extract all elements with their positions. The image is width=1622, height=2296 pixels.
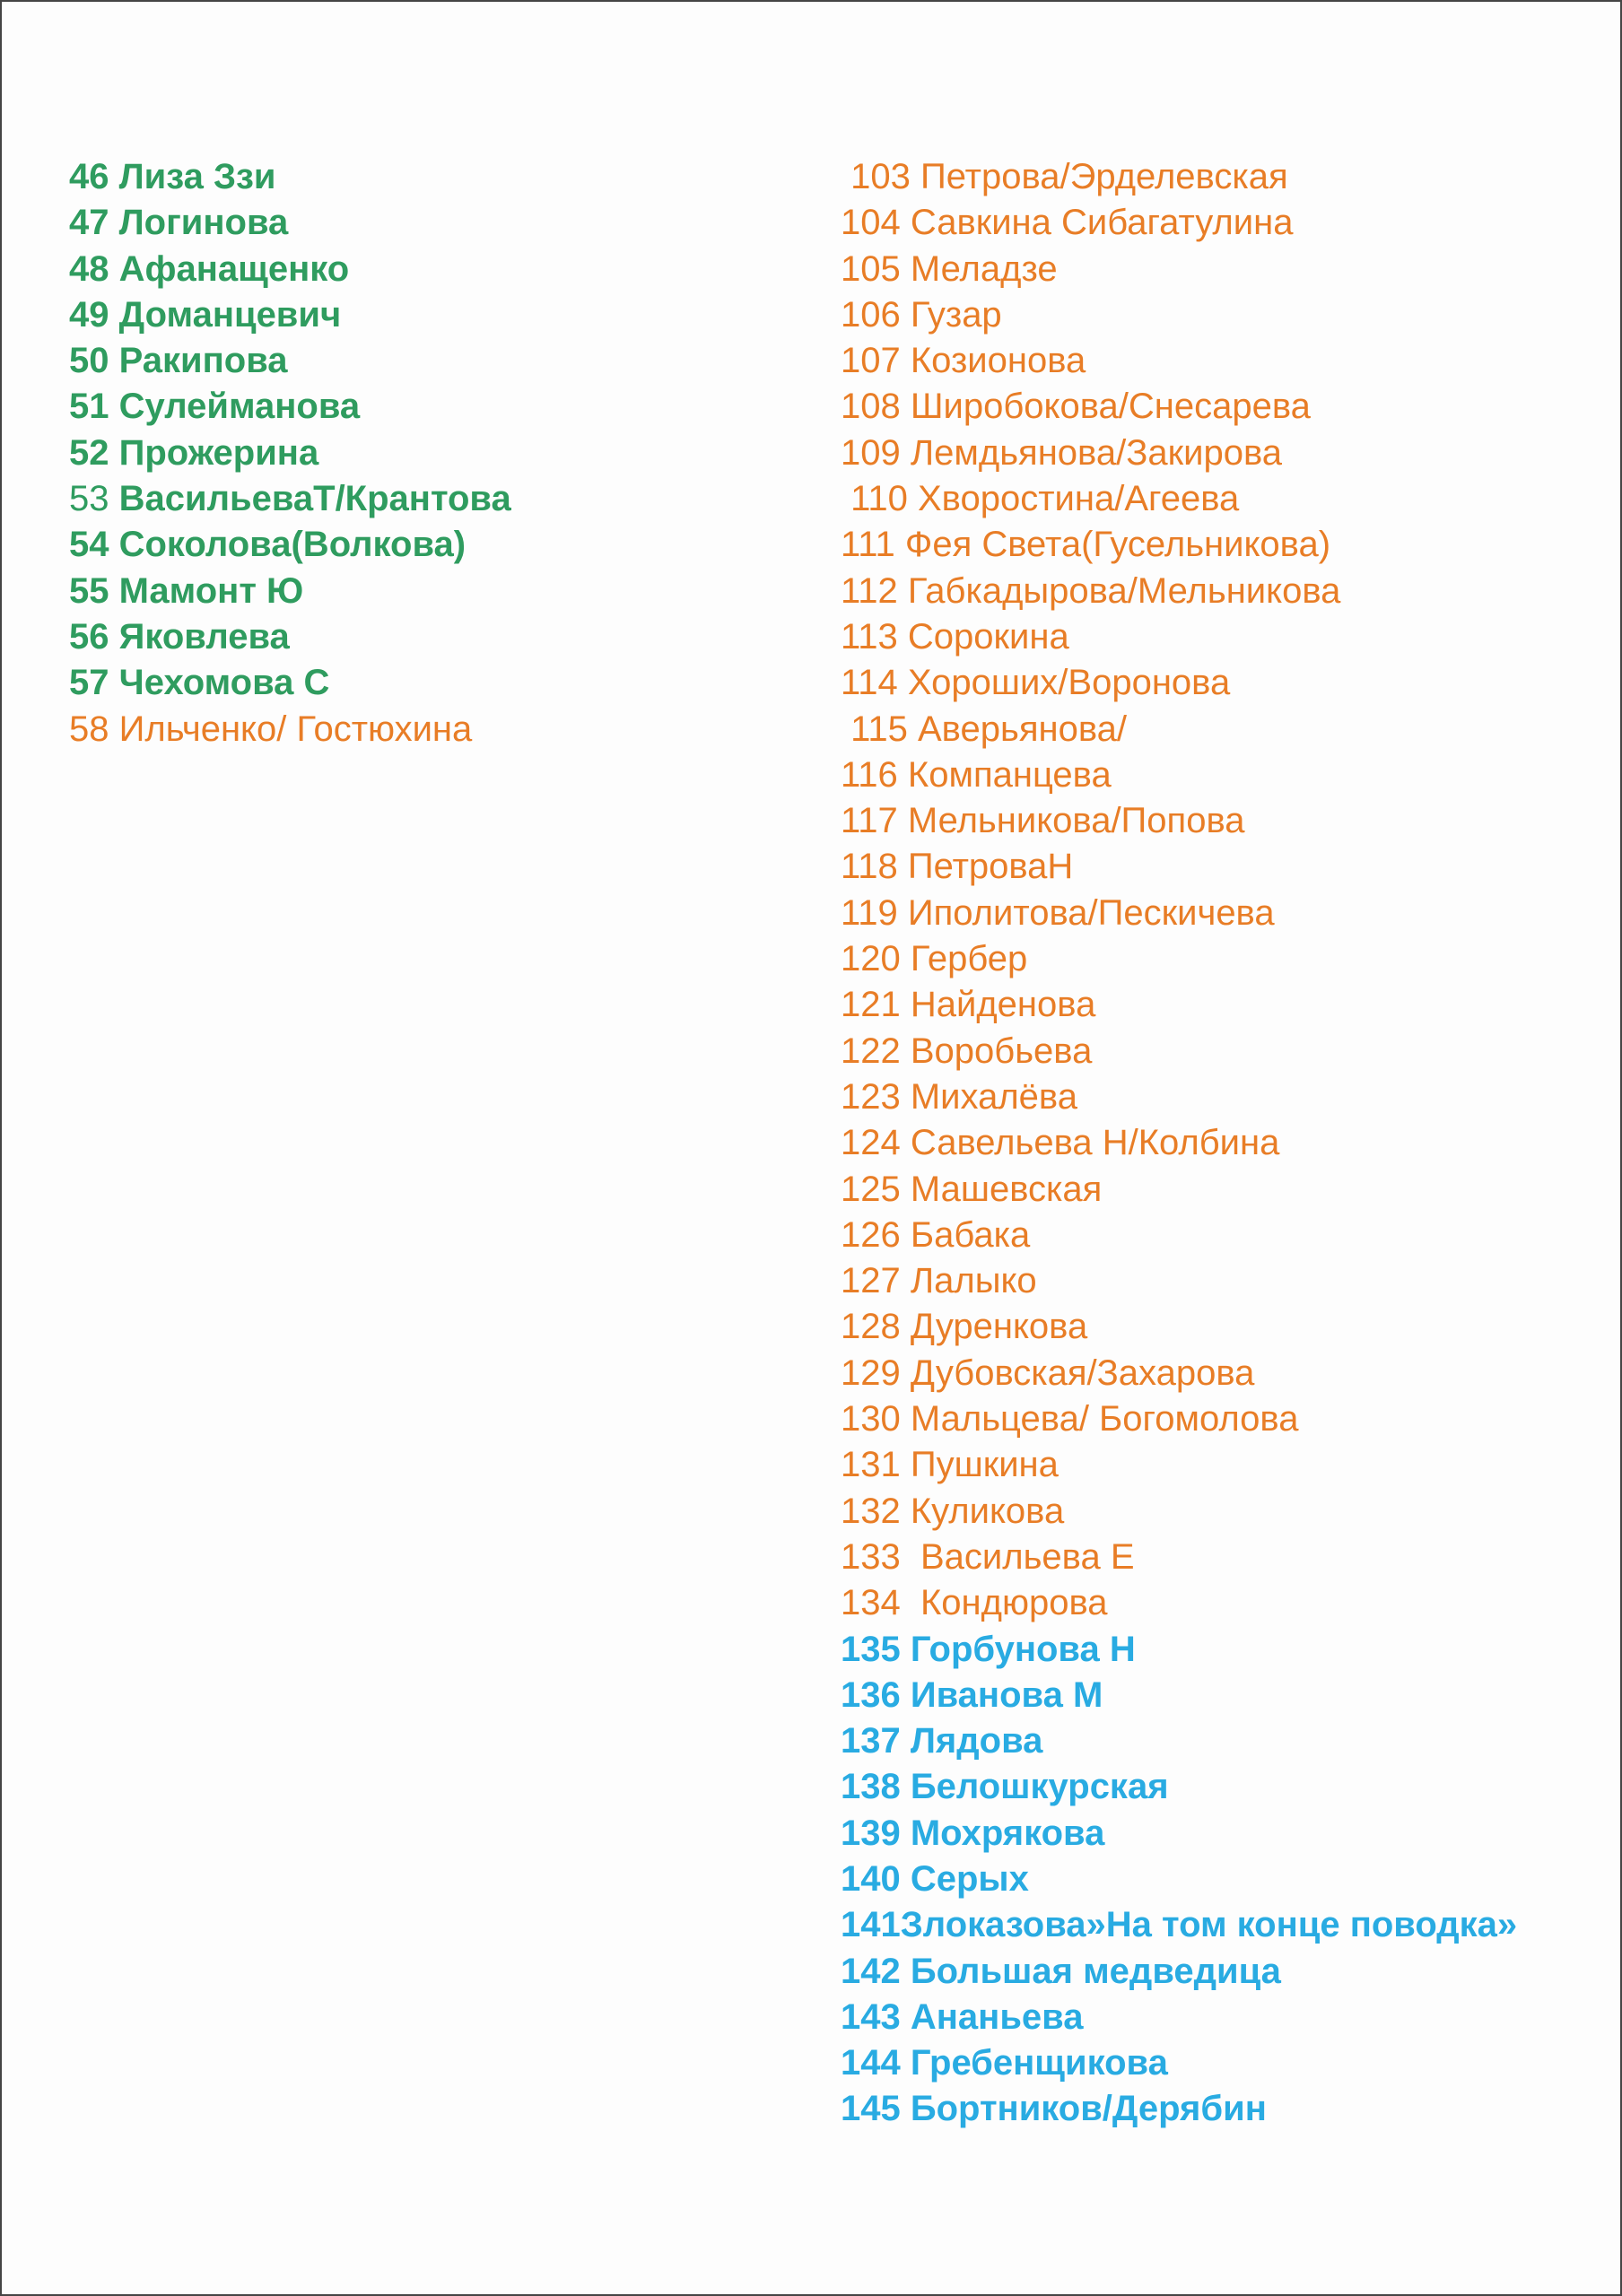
item-name: Лемдьянова/Закирова — [900, 432, 1282, 473]
list-item — [841, 200, 1517, 246]
item-number: 143 — [841, 1996, 901, 2037]
item-number: 55 — [69, 570, 109, 611]
item-name: Иполитова/Пескичева — [897, 892, 1275, 933]
item-number: 110 — [841, 479, 908, 519]
item-name: Савельева Н/Колбина — [900, 1123, 1280, 1163]
item-number: 114 — [841, 663, 898, 703]
item-name: Бабака — [900, 1214, 1031, 1255]
list-item — [841, 752, 1517, 798]
list-item — [69, 384, 511, 430]
item-name: Гребенщикова — [900, 2043, 1168, 2083]
item-name: Дубовская/Захарова — [900, 1352, 1255, 1393]
item-name: Габкадырова/Мельникова — [897, 570, 1341, 611]
item-name: Куликова — [900, 1491, 1065, 1531]
item-name: Серых — [900, 1858, 1029, 1899]
item-number: 118 — [841, 847, 898, 887]
item-number: 135 — [841, 1629, 901, 1669]
item-number: 108 — [841, 387, 901, 427]
list-item — [69, 200, 511, 246]
list-item — [841, 1764, 1517, 1810]
item-number: 105 — [841, 248, 901, 289]
item-number: 52 — [69, 432, 109, 473]
list-item — [841, 2040, 1517, 2086]
item-number: 113 — [841, 616, 898, 657]
list-item — [69, 247, 511, 292]
item-name: Лалыко — [900, 1261, 1037, 1301]
item-number: 138 — [841, 1767, 901, 1807]
item-number: 133 — [841, 1536, 901, 1577]
item-name: Сулейманова — [109, 387, 361, 427]
item-number: 139 — [841, 1813, 901, 1853]
list-item — [841, 1811, 1517, 1857]
item-number: 140 — [841, 1858, 901, 1899]
item-number: 57 — [69, 663, 109, 703]
item-number: 48 — [69, 248, 109, 289]
list-item — [841, 1213, 1517, 1258]
item-number: 103 — [841, 157, 911, 196]
item-name: Дуренкова — [900, 1307, 1088, 1347]
list-item — [841, 154, 1517, 200]
list-item — [841, 1074, 1517, 1120]
item-number: 109 — [841, 432, 901, 473]
item-number: 127 — [841, 1261, 901, 1301]
list-item — [69, 614, 511, 660]
item-name: Гербер — [900, 939, 1028, 979]
list-item — [841, 1258, 1517, 1304]
list-item — [841, 1995, 1517, 2040]
item-name: Компанцева — [897, 754, 1112, 795]
item-name: Логинова — [109, 203, 289, 243]
item-name: Васильева Е — [900, 1536, 1135, 1577]
item-number: 107 — [841, 341, 901, 381]
item-number: 115 — [841, 709, 908, 749]
list-item — [841, 844, 1517, 890]
list-item — [841, 982, 1517, 1028]
list-item — [841, 1857, 1517, 1902]
item-number: 116 — [841, 754, 898, 795]
item-name: Большая медведица — [900, 1951, 1281, 1991]
item-name: Хворостина/Агеева — [907, 479, 1240, 519]
item-name: Найденова — [900, 985, 1096, 1025]
item-number: 137 — [841, 1721, 901, 1761]
list-item — [841, 798, 1517, 844]
item-number: 49 — [69, 294, 109, 335]
item-name: Злоказова»На том конце поводка» — [900, 1905, 1518, 1945]
item-number: 117 — [841, 801, 898, 841]
item-name: Петрова/Эрделевская — [910, 157, 1288, 196]
list-item — [841, 2086, 1517, 2132]
item-number: 123 — [841, 1076, 901, 1117]
item-number: 111 — [841, 525, 895, 565]
item-name: Меладзе — [900, 248, 1058, 289]
item-number: 121 — [841, 985, 901, 1025]
item-name: Афанащенко — [109, 248, 350, 289]
list-item — [841, 476, 1517, 522]
item-name: Михалёва — [900, 1076, 1077, 1117]
list-item — [841, 1442, 1517, 1488]
item-name: Хороших/Воронова — [897, 663, 1231, 703]
item-name: Лядова — [900, 1721, 1043, 1761]
list-item — [841, 522, 1517, 568]
item-number: 51 — [69, 387, 109, 427]
item-number: 106 — [841, 294, 901, 335]
list-item — [69, 154, 511, 200]
item-name: Ананьева — [900, 1996, 1084, 2037]
item-name: Савкина Сибагатулина — [900, 203, 1294, 243]
item-name: Прожерина — [109, 432, 319, 473]
item-name: Широбокова/Снесарева — [900, 387, 1311, 427]
item-name: Яковлева — [109, 616, 290, 657]
list-item — [841, 430, 1517, 476]
item-name: Ильченко/ Гостюхина — [109, 709, 473, 749]
item-number: 47 — [69, 203, 109, 243]
item-name: Фея Света(Гусельникова) — [894, 525, 1331, 565]
item-number: 54 — [69, 525, 109, 565]
item-number: 112 — [841, 570, 898, 611]
item-name: Горбунова Н — [900, 1629, 1136, 1669]
item-name: ПетроваН — [897, 847, 1074, 887]
item-name: Ракипова — [109, 341, 288, 381]
item-name: Мохрякова — [900, 1813, 1105, 1853]
list-item — [841, 1949, 1517, 1995]
list-item — [841, 1718, 1517, 1764]
item-name: Доманцевич — [109, 294, 342, 335]
list-item — [841, 1029, 1517, 1074]
list-item — [841, 1120, 1517, 1166]
item-name: Пушкина — [900, 1445, 1059, 1485]
list-item — [841, 707, 1517, 752]
item-name: Козионова — [900, 341, 1086, 381]
list-item — [69, 569, 511, 614]
list-item — [841, 384, 1517, 430]
item-name: Белошкурская — [900, 1767, 1169, 1807]
item-number: 53 — [69, 479, 109, 519]
list-item — [69, 292, 511, 338]
item-number: 125 — [841, 1169, 901, 1209]
list-item — [841, 1580, 1517, 1626]
item-number: 46 — [69, 157, 109, 196]
item-name: Воробьева — [900, 1031, 1093, 1071]
item-number: 145 — [841, 2089, 901, 2129]
item-name: Лиза Ззи — [109, 157, 276, 196]
list-item — [841, 614, 1517, 660]
list-item — [841, 247, 1517, 292]
item-name: Гузар — [900, 294, 1002, 335]
list-item — [841, 1167, 1517, 1213]
item-number: 122 — [841, 1031, 901, 1071]
item-number: 144 — [841, 2043, 901, 2083]
list-item — [69, 430, 511, 476]
item-number: 58 — [69, 709, 109, 749]
list-item — [841, 1902, 1517, 1948]
item-name: Машевская — [900, 1169, 1103, 1209]
item-number: 129 — [841, 1352, 901, 1393]
item-number: 131 — [841, 1445, 901, 1485]
list-item — [841, 1673, 1517, 1718]
item-name: Соколова(Волкова) — [109, 525, 467, 565]
item-number: 134 — [841, 1583, 901, 1623]
list-item — [69, 476, 511, 522]
item-number: 142 — [841, 1951, 901, 1991]
item-name: Мельникова/Попова — [897, 801, 1245, 841]
right-column — [841, 154, 1517, 2133]
item-name: Аверьянова/ — [907, 709, 1127, 749]
list-item — [841, 936, 1517, 982]
item-name: Мальцева/ Богомолова — [900, 1399, 1299, 1439]
item-number: 124 — [841, 1123, 901, 1163]
list-item — [841, 338, 1517, 384]
list-item — [841, 1489, 1517, 1535]
item-name: Мамонт Ю — [109, 570, 304, 611]
list-item — [841, 660, 1517, 706]
item-number: 136 — [841, 1674, 901, 1715]
item-number: 141 — [841, 1905, 901, 1945]
item-number: 120 — [841, 939, 901, 979]
list-item — [841, 292, 1517, 338]
list-item — [841, 891, 1517, 936]
left-column — [69, 154, 511, 752]
item-number: 56 — [69, 616, 109, 657]
list-item — [69, 338, 511, 384]
list-item — [69, 707, 511, 752]
item-number: 50 — [69, 341, 109, 381]
item-number: 104 — [841, 203, 901, 243]
list-item — [841, 1627, 1517, 1673]
list-item — [69, 522, 511, 568]
list-item — [69, 660, 511, 706]
list-item — [841, 1535, 1517, 1580]
item-name: Кондюрова — [900, 1583, 1108, 1623]
list-item — [841, 569, 1517, 614]
item-name: Иванова М — [900, 1674, 1103, 1715]
list-item — [841, 1304, 1517, 1350]
item-number: 128 — [841, 1307, 901, 1347]
item-number: 130 — [841, 1399, 901, 1439]
item-number: 132 — [841, 1491, 901, 1531]
item-name: Бортников/Дерябин — [900, 2089, 1267, 2129]
item-number: 126 — [841, 1214, 901, 1255]
item-name: ВасильеваТ/Крантова — [109, 479, 511, 519]
item-name: Сорокина — [897, 616, 1069, 657]
list-item — [841, 1396, 1517, 1442]
item-number: 119 — [841, 892, 898, 933]
list-item — [841, 1351, 1517, 1396]
item-name: Чехомова С — [109, 663, 330, 703]
